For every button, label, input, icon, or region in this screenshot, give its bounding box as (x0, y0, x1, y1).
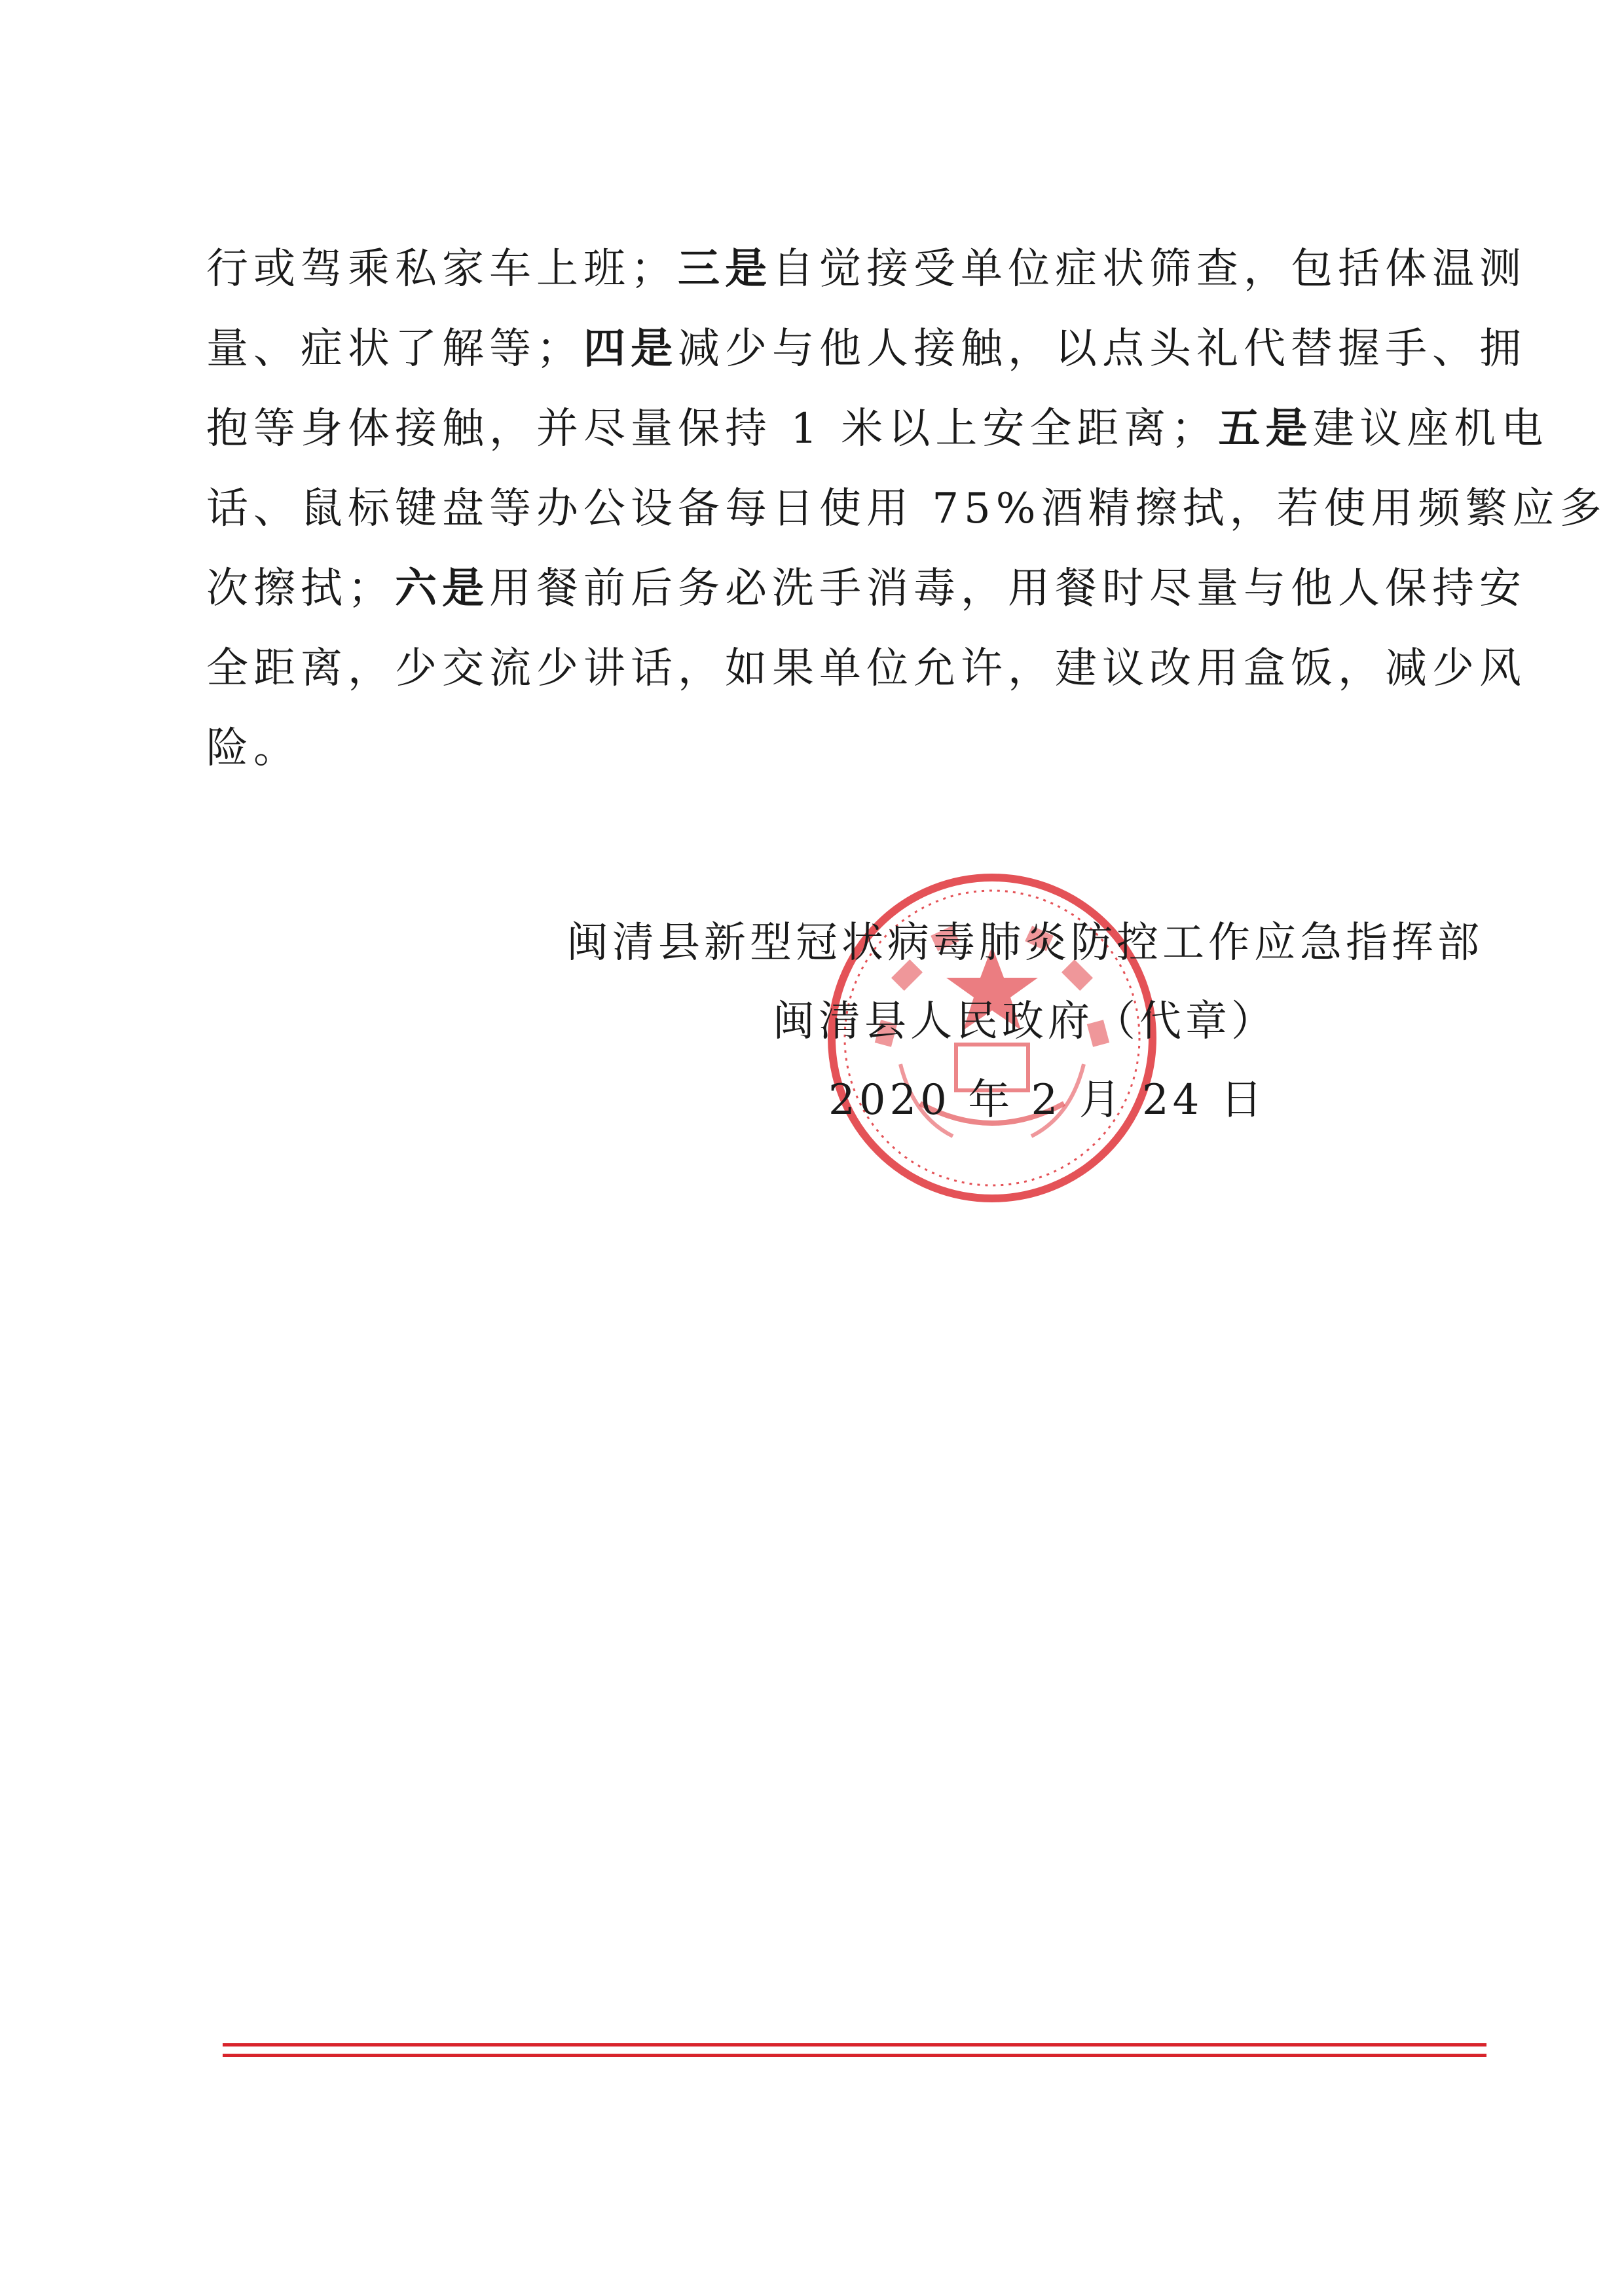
body-line: 全距离，少交流少讲话，如果单位允许，建议改用盒饭，减少风 (206, 644, 1526, 693)
body-line: 险。 (206, 724, 301, 773)
signature-org-2: 闽清县人民政府（代章） (773, 997, 1277, 1046)
body-line: 抱等身体接触，并尽量保持 1 米以上安全距离；五是建议座机电 (206, 404, 1549, 453)
signature-date: 2020 年 2 月 24 日 (828, 1076, 1266, 1124)
footer-rule (223, 2043, 1486, 2063)
body-text (206, 229, 1607, 788)
body-line: 行或驾乘私家车上班；三是自觉接受单位症状筛查，包括体温测 (206, 244, 1526, 293)
body-line: 量、症状了解等；四是减少与他人接触，以点头礼代替握手、拥 (206, 324, 1526, 373)
footer-rule-line (223, 2043, 1486, 2046)
signature-org-1: 闽清县新型冠状病毒肺炎防控工作应急指挥部 (566, 919, 1483, 967)
body-line: 话、鼠标键盘等办公设备每日使用 75%酒精擦拭，若使用频繁应多 (206, 485, 1607, 533)
footer-rule-line (223, 2054, 1486, 2057)
body-line: 次擦拭；六是用餐前后务必洗手消毒，用餐时尽量与他人保持安 (206, 564, 1526, 613)
